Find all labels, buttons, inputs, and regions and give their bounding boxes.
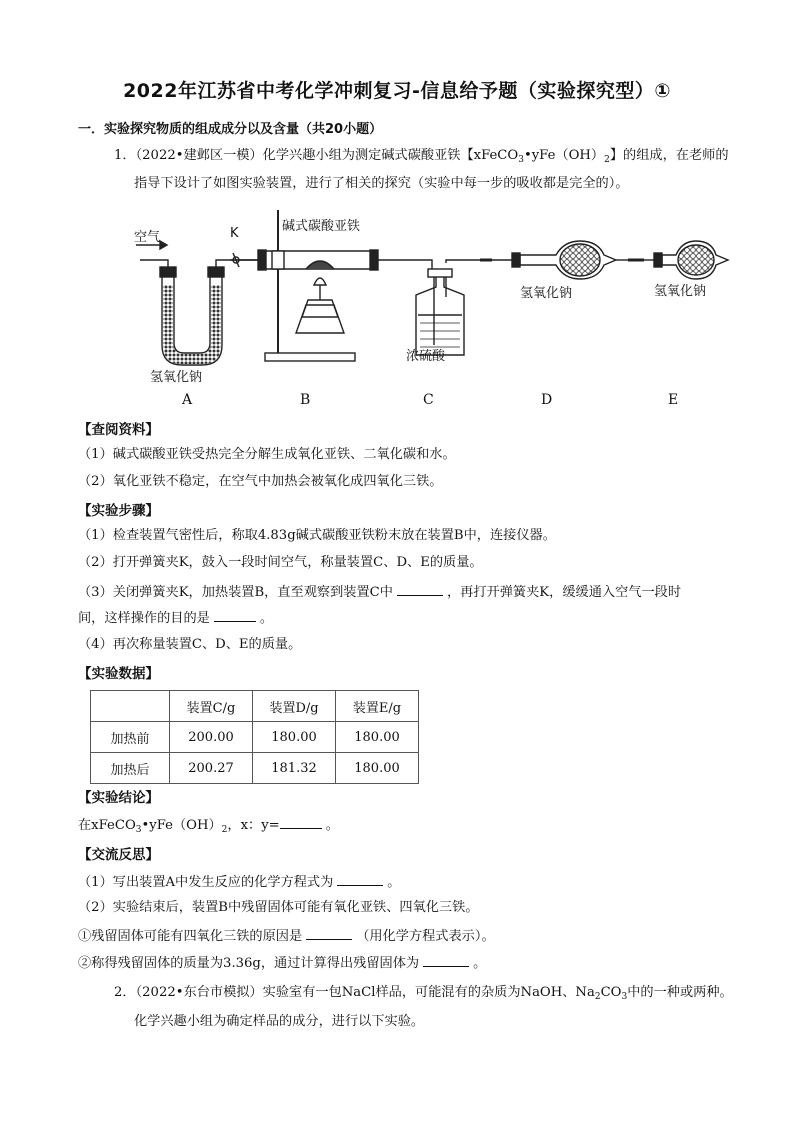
table-header: 装置C/g <box>170 691 253 722</box>
answer-blank[interactable] <box>214 607 256 622</box>
ref-item-1: （1）碱式碳酸亚铁受热完全分解生成氧化亚铁、二氧化碳和水。 <box>78 447 456 462</box>
conclusion-heading: 【实验结论】 <box>78 790 159 806</box>
reflect-3: ①残留固体可能有四氧化三铁的原因是 （用化学方程式表示）。 <box>78 925 495 947</box>
reflect-1: （1）写出装置A中发生反应的化学方程式为 。 <box>78 871 400 893</box>
sample-pile <box>306 261 334 269</box>
letter-d: D <box>541 392 553 408</box>
steps-heading: 【实验步骤】 <box>78 503 159 519</box>
step-4: （4）再次称量装置C、D、E的质量。 <box>78 637 302 652</box>
table-cell: 180.00 <box>253 722 336 753</box>
answer-blank[interactable] <box>306 925 352 940</box>
step-1: （1）检查装置气密性后，称取4.83g碱式碳酸亚铁粉末放在装置B中，连接仪器。 <box>78 528 556 543</box>
step-3: （3）关闭弹簧夹K，加热装置B，直至观察到装置C中 ，再打开弹簧夹K，缓缓通入空气一段时 <box>78 581 681 603</box>
page-title: 2022年江苏省中考化学冲刺复习-信息给予题（实验探究型）① <box>123 80 671 102</box>
step-3-cont: 间，这样操作的目的是 。 <box>78 607 273 629</box>
b-reagent-label: 碱式碳酸亚铁 <box>282 219 361 234</box>
q1-line2: 指导下设计了如图实验装置，进行了相关的探究（实验中每一步的吸收都是完全的）。 <box>134 176 629 191</box>
conclusion-text: 在$xFeCO_3•yFe(OH)_2$，x：y= 。 <box>78 814 339 840</box>
table-row <box>91 753 419 784</box>
reflect-2: （2）实验结束后，装置B中残留固体可能有氧化亚铁、四氧化三铁。 <box>78 900 479 915</box>
answer-blank[interactable] <box>280 814 322 829</box>
data-heading: 【实验数据】 <box>78 666 159 682</box>
table-cell: 加热前 <box>91 722 170 753</box>
answer-blank[interactable] <box>423 952 469 967</box>
k-label: K <box>230 226 239 241</box>
d-reagent-label: 氢氧化钠 <box>520 286 573 301</box>
c-reagent-label: 浓硫酸 <box>406 349 446 364</box>
table-header <box>91 691 170 722</box>
table-cell: 180.00 <box>336 753 419 784</box>
table-cell: 200.27 <box>170 753 253 784</box>
data-table <box>90 690 419 784</box>
step-2: （2）打开弹簧夹K，鼓入一段时间空气，称量装置C、D、E的质量。 <box>78 555 483 570</box>
air-label: 空气 <box>134 230 161 245</box>
table-header-row <box>91 691 419 722</box>
table-cell: 181.32 <box>253 753 336 784</box>
section-heading: 一．实验探究物质的组成成分以及含量（共20小题） <box>78 122 383 137</box>
ref-heading: 【查阅资料】 <box>78 422 159 438</box>
table-header: 装置D/g <box>253 691 336 722</box>
q2-line1: 2．（2022•东台市模拟）实验室有一包NaCl样品，可能混有的杂质为NaOH、$Na_2CO_3$中的一种或两种。 <box>114 985 733 1002</box>
table-row <box>91 722 419 753</box>
letter-c: C <box>423 392 434 408</box>
e-reagent-label: 氢氧化钠 <box>654 284 707 299</box>
a-reagent-label: 氢氧化钠 <box>150 370 203 385</box>
table-cell: 180.00 <box>336 722 419 753</box>
letter-e: E <box>668 392 679 408</box>
letter-a: A <box>182 392 193 408</box>
answer-blank[interactable] <box>337 871 383 886</box>
reflect-4: ②称得残留固体的质量为3.36g，通过计算得出残留固体为 。 <box>78 952 486 974</box>
table-cell: 加热后 <box>91 753 170 784</box>
table-cell: 200.00 <box>170 722 253 753</box>
ref-item-2: （2）氧化亚铁不稳定，在空气中加热会被氧化成四氧化三铁。 <box>78 474 443 489</box>
answer-blank[interactable] <box>397 581 443 596</box>
q2-line2: 化学兴趣小组为确定样品的成分，进行以下实验。 <box>134 1014 425 1029</box>
table-header: 装置E/g <box>336 691 419 722</box>
letter-b: B <box>300 392 311 408</box>
reflect-heading: 【交流反思】 <box>78 847 159 863</box>
q1-line1: 1．（2022•建邺区一模）化学兴趣小组为测定碱式碳酸亚铁【$xFeCO_3•yFe(OH)_2$】的组成，在老师的 <box>114 148 729 165</box>
